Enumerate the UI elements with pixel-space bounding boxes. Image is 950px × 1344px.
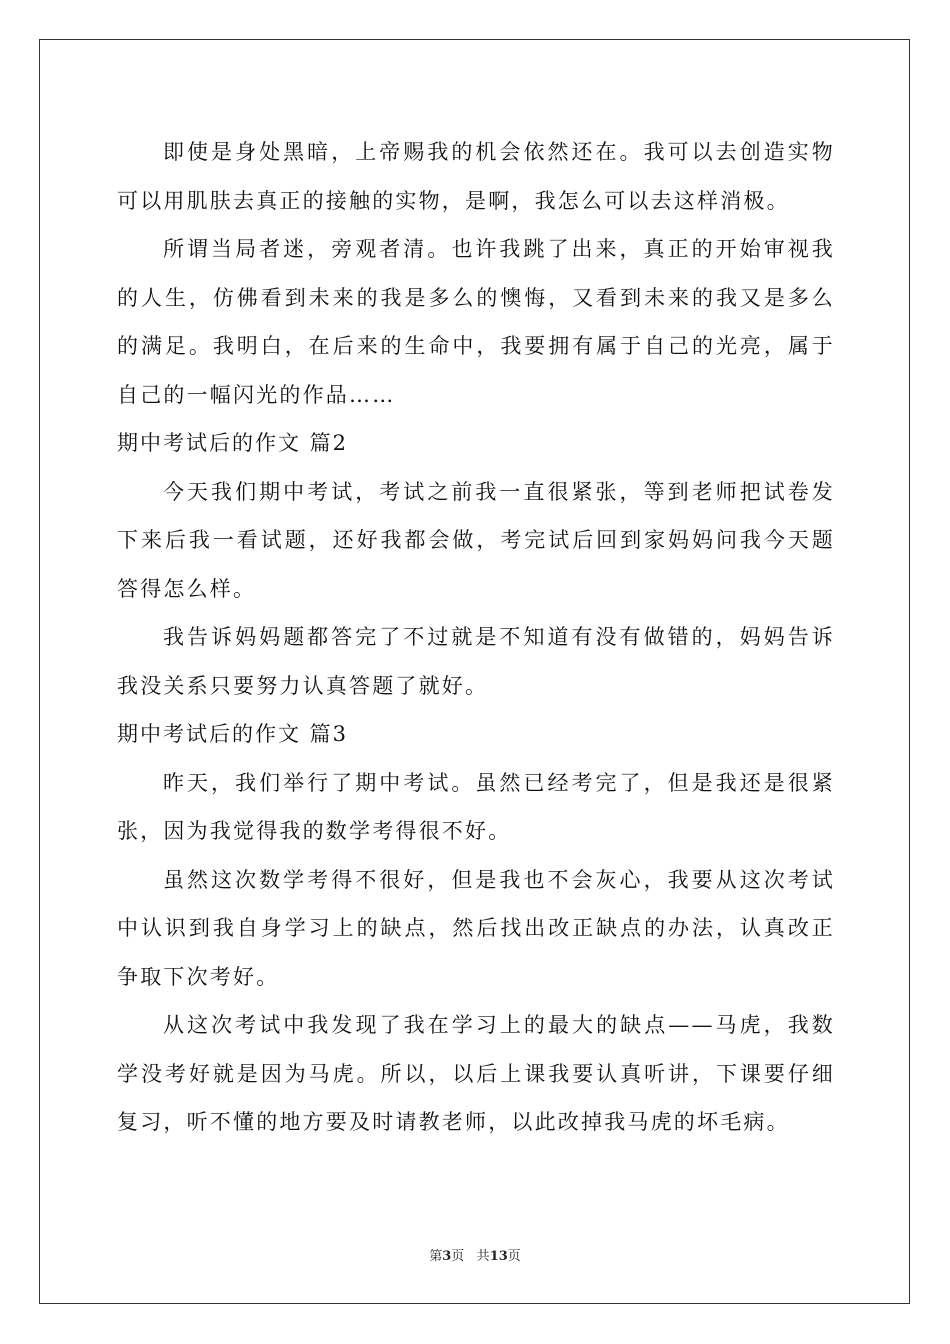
paragraph: 即使是身处黑暗，上帝赐我的机会依然还在。我可以去创造实物可以用肌肤去真正的接触的实物，是啊，我怎么可以去这样消极。: [117, 140, 835, 213]
paragraph: 昨天，我们举行了期中考试。虽然已经考完了，但是我还是很紧张，因为我觉得我的数学考得很不好。: [117, 770, 835, 843]
page-footer: [0, 1248, 950, 1266]
page-label-prefix: 第: [429, 1249, 443, 1264]
paragraph: 今天我们期中考试，考试之前我一直很紧张，等到老师把试卷发下来后我一看试题，还好我都会做，考完试后回到家妈妈问我今天题答得怎么样。: [117, 479, 835, 601]
total-label-suffix: 页: [507, 1249, 521, 1264]
paragraph: 我告诉妈妈题都答完了不过就是不知道有没有做错的，妈妈告诉我没关系只要努力认真答题了就好。: [117, 625, 835, 698]
total-label-prefix: 共: [476, 1249, 490, 1264]
current-page-number: 3: [442, 1249, 452, 1264]
section-heading: 期中考试后的作文 篇3: [117, 722, 349, 746]
page-label-suffix: 页: [451, 1249, 465, 1264]
document-body: [117, 128, 835, 1147]
total-page-number: 13: [489, 1249, 508, 1264]
paragraph: 所谓当局者迷，旁观者清。也许我跳了出来，真正的开始审视我的人生，仿佛看到未来的我是多么的懊悔，又看到未来的我又是多么的满足。我明白，在后来的生命中，我要拥有属于自己的光亮，属于自己的一幅闪光的作品……: [117, 237, 835, 407]
section-heading: 期中考试后的作文 篇2: [117, 431, 349, 455]
paragraph: 从这次考试中我发现了我在学习上的最大的缺点——马虎，我数学没考好就是因为马虎。所以，以后上课我要认真听讲，下课要仔细复习，听不懂的地方要及时请教老师，以此改掉我马虎的坏毛病。: [117, 1013, 835, 1134]
paragraph: 虽然这次数学考得不很好，但是我也不会灰心，我要从这次考试中认识到我自身学习上的缺点，然后找出改正缺点的办法，认真改正争取下次考好。: [117, 867, 835, 989]
